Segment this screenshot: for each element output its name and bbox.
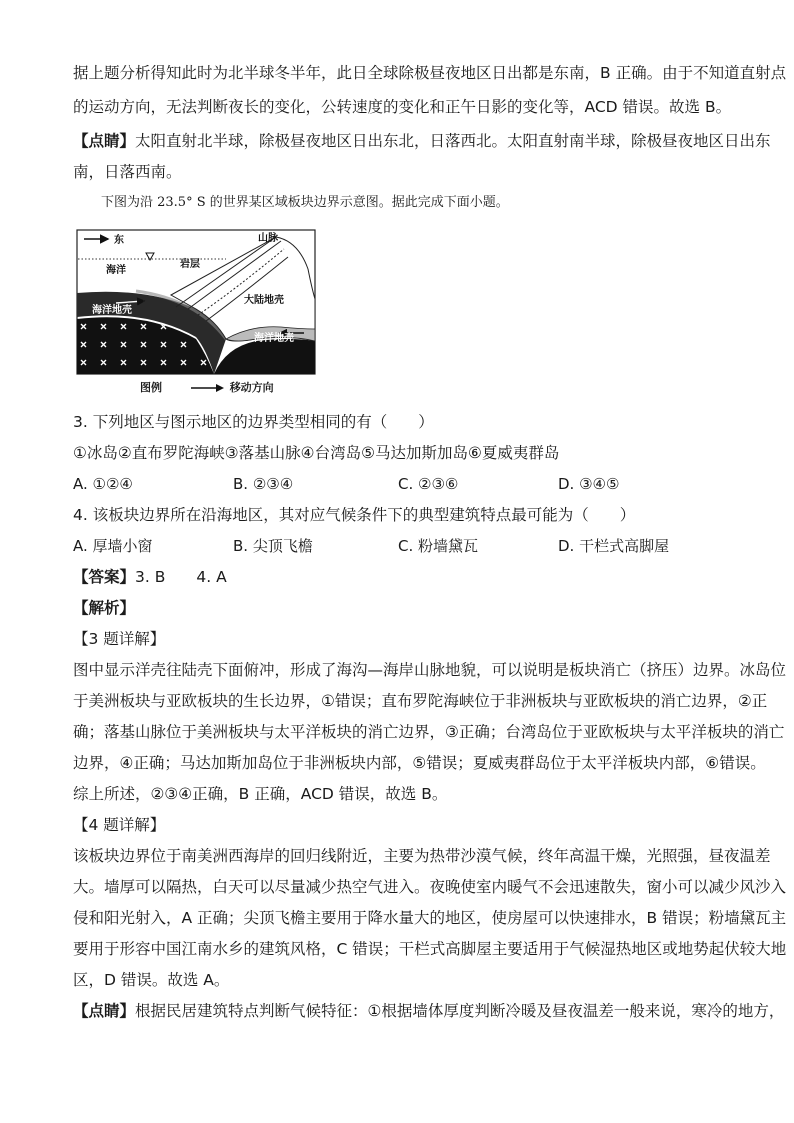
tip-text: 太阳直射北半球，除极昼夜地区日出东北，日落西北。太阳直射南半球，除极昼夜地区日出东 [135,132,771,150]
q3-option-c[interactable]: C. ②③⑥ [398,475,459,493]
answer-tag: 【答案】 [73,568,136,586]
q4-option-c[interactable]: C. 粉墙黛瓦 [398,537,479,555]
plate-boundary-diagram [76,229,316,375]
q4-option-d[interactable]: D. 干栏式高脚屋 [558,537,670,555]
analysis-heading: 【解析】 [73,599,136,617]
q3-option-a[interactable]: A. ①②④ [73,475,133,493]
q4-detail-line: 侵和阳光射入，A 正确；尖顶飞檐主要用于降水量大的地区，使房屋可以快速排水，B 错误；粉墙黛瓦主 [73,909,787,927]
tip-paragraph-2 [73,1000,784,1022]
q4-option-a[interactable]: A. 厚墙小窗 [73,537,153,555]
oceanic-crust-right-label: 海洋地壳 [254,333,294,344]
tip-tag: 【点睛】 [73,132,136,150]
q3-option-b[interactable]: B. ②③④ [233,475,294,493]
tip-tag: 【点睛】 [73,1002,136,1020]
mountain-label: 山脉 [258,233,278,244]
q3-detail-line: 确；落基山脉位于美洲板块与太平洋板块的消亡边界，③正确；台湾岛位于亚欧板块与太平洋板块的消亡 [73,723,785,741]
move-arrow-icon [190,384,224,392]
rock-layer-label: 岩层 [180,259,200,270]
q3-detail-line: 边界，④正确；马达加斯加岛位于非洲板块内部，⑤错误；夏威夷群岛位于太平洋板块内部，⑥错误。 [73,754,766,772]
oceanic-crust-left-label: 海洋地壳 [92,305,132,316]
q4-detail-line: 区，D 错误。故选 A。 [73,971,230,989]
q3-detail-title: 【3 题详解】 [73,630,166,648]
q3-detail-line: 图中显示洋壳往陆壳下面俯冲，形成了海沟—海岸山脉地貌，可以说明是板块消亡（挤压）边界。冰岛位 [73,661,787,679]
answer-line [73,566,227,588]
legend-move-label: 移动方向 [229,381,274,394]
q3-detail-line: 于美洲板块与亚欧板块的生长边界，①错误；直布罗陀海峡位于非洲板块与亚欧板块的消亡边界，②正 [73,692,768,710]
legend-title: 图例 [140,381,162,394]
figure-intro: 下图为沿 23.5° S 的世界某区域板块边界示意图。据此完成下面小题。 [101,195,509,210]
paragraph-line: 的运动方向，无法判断夜长的变化，公转速度的变化和正午日影的变化等，ACD 错误。故选 B。 [73,98,732,116]
tip-paragraph [73,130,771,152]
answer-text: 3. B 4. A [135,568,227,586]
q3-option-d[interactable]: D. ③④⑤ [558,475,620,493]
q3-stem: 3. 下列地区与图示地区的边界类型相同的有（ ） [73,413,434,431]
q4-detail-line: 要用于形容中国江南水乡的建筑风格，C 错误；干栏式高脚屋主要适用于气候湿热地区或地势起伏较大地 [73,940,787,958]
q4-detail-line: 大。墙厚可以隔热，白天可以尽量减少热空气进入。夜晚使室内暖气不会迅速散失，窗小可以减少风沙入 [73,878,787,896]
q3-items: ①冰岛②直布罗陀海峡③落基山脉④台湾岛⑤马达加斯加岛⑥夏威夷群岛 [73,444,560,462]
continental-crust-label: 大陆地壳 [244,295,284,306]
east-label: 东 [114,235,124,246]
paragraph-line: 据上题分析得知此时为北半球冬半年，此日全球除极昼夜地区日出都是东南，B 正确。由于不知道直射点 [73,64,787,82]
paragraph-line: 南，日落西南。 [73,163,182,181]
ocean-label: 海洋 [106,265,126,276]
q3-detail-line: 综上所述，②③④正确，B 正确，ACD 错误，故选 B。 [73,785,448,803]
tip-text: 根据民居建筑特点判断气候特征：①根据墙体厚度判断冷暖及昼夜温差一般来说，寒冷的地方， [135,1002,785,1020]
q4-option-b[interactable]: B. 尖顶飞檐 [233,537,313,555]
q4-detail-line: 该板块边界位于南美洲西海岸的回归线附近，主要为热带沙漠气候，终年高温干燥，光照强，昼夜温差 [73,847,771,865]
q4-stem: 4. 该板块边界所在沿海地区，其对应气候条件下的典型建筑特点最可能为（ ） [73,506,636,524]
figure-legend [140,379,274,395]
q4-detail-title: 【4 题详解】 [73,816,166,834]
